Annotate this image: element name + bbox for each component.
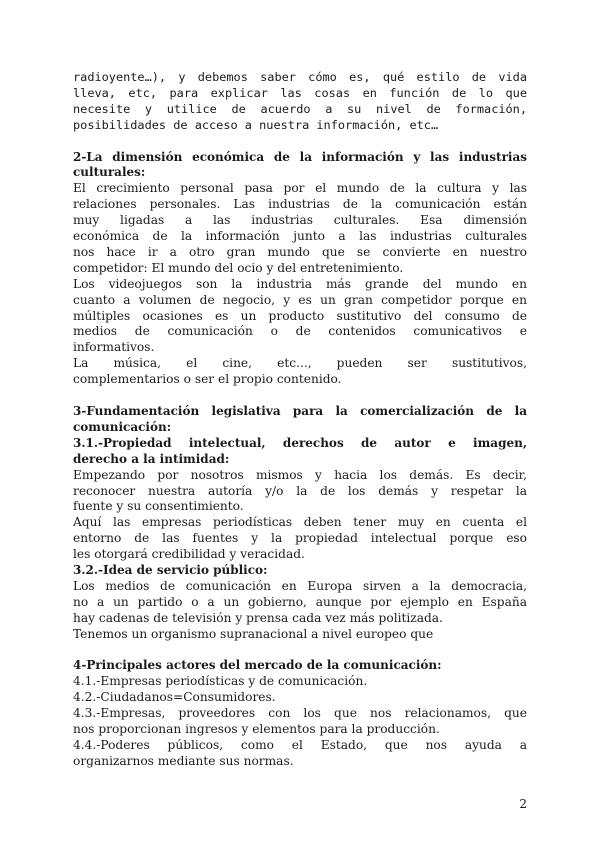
heading-line: 3-Fundamentación legislativa para la comercialización de la [73, 404, 527, 418]
page-number: 2 [519, 797, 527, 811]
intro-paragraph [73, 70, 527, 134]
text-line: relaciones personales. Las industrias de la comunicación están [73, 197, 527, 212]
text-line: económica de la información junto a las industrias culturales [73, 229, 527, 244]
list-item: 4.3.-Empresas, proveedores con los que nos relacionamos, que [73, 706, 527, 721]
text-line: nos hace ir a otro gran mundo que se convierte en nuestro [73, 244, 527, 259]
section-4-heading [73, 658, 527, 674]
text-line: muy ligadas a las industrias culturales. Esa dimensión [73, 213, 527, 228]
text-line: lleva, etc, para explicar las cosas en función de lo que [73, 85, 527, 100]
heading-line: culturales: [73, 165, 146, 180]
section-4-list [73, 674, 527, 769]
text-line: radioyente…), y debemos saber cómo es, qué estilo de vida [73, 70, 527, 84]
heading-line: comunicación: [73, 419, 172, 434]
text-line: múltiples ocasiones es un producto sustitutivo del consumo de [73, 308, 527, 323]
heading-line: 3.1.-Propiedad intelectual, derechos de autor e imagen, [73, 435, 527, 450]
text-line: informativos. [73, 340, 155, 355]
heading-line: 2-La dimensión económica de la información y las industrias [73, 149, 527, 164]
list-item-continuation: nos proporcionan ingresos y elementos para la producción. [73, 722, 440, 737]
text-line: medios de comunicación o de contenidos comunicativos e [73, 324, 527, 339]
list-item: 4.4.-Poderes públicos, como el Estado, que nos ayuda a [73, 738, 527, 753]
text-line: entorno de las fuentes y la propiedad intelectual porque eso [73, 531, 527, 546]
text-line: El crecimiento personal pasa por el mundo de la cultura y las [73, 181, 527, 196]
subsection-3-2-paragraph-2 [73, 627, 527, 643]
text-line: cuanto a volumen de negocio, y es un gran competidor porque en [73, 292, 527, 307]
heading-line: derecho a la intimidad: [73, 451, 230, 466]
section-3-heading [73, 404, 527, 436]
text-line: reconocer nuestra autoría y/o la de los demás y respetar la [73, 483, 527, 498]
text-line: les otorgará credibilidad y veracidad. [73, 547, 305, 562]
text-line: Empezando por nosotros mismos y hacia los demás. Es decir, [73, 467, 527, 482]
page-body [73, 70, 527, 770]
subsection-3-1-paragraph-1 [73, 468, 527, 516]
text-line: competidor: El mundo del ocio y del entretenimiento. [73, 260, 404, 275]
text-line: no a un partido o a un gobierno, aunque por ejemplo en España [73, 594, 527, 609]
text-line: hay cadenas de televisión y prensa cada vez más politizada. [73, 610, 443, 625]
subsection-3-2-paragraph-1 [73, 579, 527, 627]
section-2-heading [73, 150, 527, 182]
heading-line: 4-Principales actores del mercado de la comunicación: [73, 658, 442, 673]
subsection-3-1-paragraph-2 [73, 515, 527, 563]
text-line: Los videojuegos son la industria más grande del mundo en [73, 276, 527, 291]
section-2-paragraph-2 [73, 277, 527, 357]
subsection-3-1-heading [73, 436, 527, 468]
text-line: complementarios o ser el propio contenido. [73, 372, 342, 387]
text-line: posibilidades de acceso a nuestra información, etc… [73, 117, 439, 132]
text-line: Los medios de comunicación en Europa sirven a la democracia, [73, 578, 527, 593]
list-item-continuation: organizarnos mediante sus normas. [73, 753, 294, 768]
text-line: necesite y utilice de acuerdo a su nivel de formación, [73, 101, 527, 116]
section-2-paragraph-3 [73, 356, 527, 388]
list-item: 4.2.-Ciudadanos=Consumidores. [73, 690, 276, 705]
text-line: Tenemos un organismo supranacional a nivel europeo que [73, 626, 434, 641]
section-2-paragraph-1 [73, 181, 527, 276]
subsection-3-2-heading [73, 563, 527, 579]
text-line: Aquí las empresas periodísticas deben tener muy en cuenta el [73, 515, 527, 530]
text-line: fuente y su consentimiento. [73, 499, 244, 514]
list-item: 4.1.-Empresas periodísticas y de comunicación. [73, 674, 368, 689]
heading-line: 3.2.-Idea de servicio público: [73, 563, 268, 578]
text-line: La música, el cine, etc..., pueden ser sustitutivos, [73, 356, 527, 371]
